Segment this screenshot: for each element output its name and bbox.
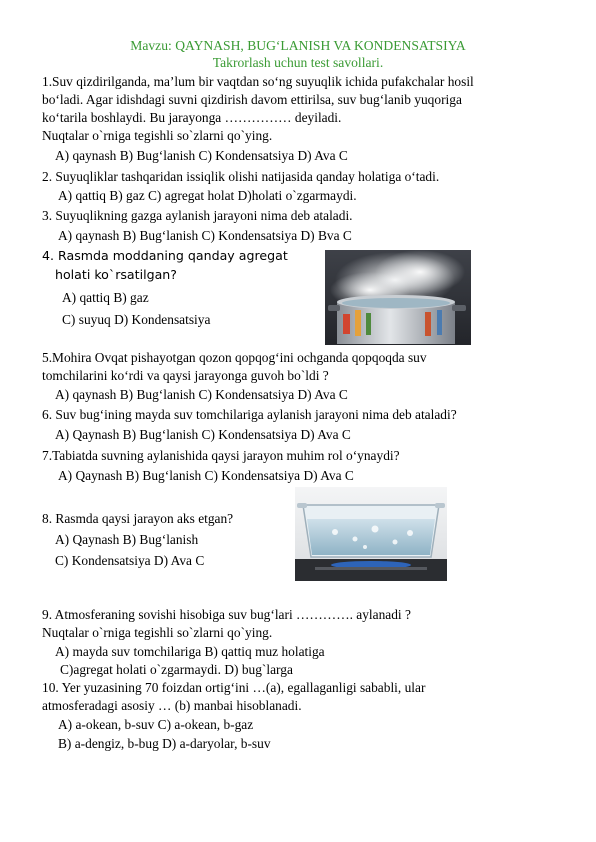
q8-text: 8. Rasmda qaysi jarayon aks etgan? xyxy=(42,511,234,526)
q7-options: A) Qaynash B) Bug‘lanish C) Kondensatsiya D) Ava C xyxy=(58,468,354,483)
page-title: Mavzu: QAYNASH, BUG‘LANISH VA KONDENSATSIYA xyxy=(130,38,466,53)
q9-text: 9. Atmosferaning sovishi hisobiga suv bug‘lari …………. aylanadi ? xyxy=(42,607,411,622)
q1-text-2: bo‘ladi. Agar idishdagi suvni qizdirish davom ettirilsa, suv bug‘lanib yuqoriga xyxy=(42,92,462,107)
q4-text-2: holati ko`rsatilgan? xyxy=(55,267,177,282)
q9-options-1: A) mayda suv tomchilariga B) qattiq muz holatiga xyxy=(55,644,325,659)
q10-text-2: atmosferadagi asosiy … (b) manbai hisoblanadi. xyxy=(42,698,302,713)
q3-text: 3. Suyuqlikning gazga aylanish jarayoni nima deb ataladi. xyxy=(42,208,353,223)
q9-options-2: C)agregat holati o`zgarmaydi. D) bug`larga xyxy=(60,662,293,677)
boiling-pot-image xyxy=(325,250,471,345)
q1-text-1: 1.Suv qizdirilganda, ma’lum bir vaqtdan so‘ng suyuqlik ichida pufakchalar hosil xyxy=(42,74,474,89)
q3-options: A) qaynash B) Bug‘lanish C) Kondensatsiya D) Bva C xyxy=(58,228,352,243)
q5-text-2: tomchilarini ko‘rdi va qaysi jarayonga guvoh bo`ldi ? xyxy=(42,368,329,383)
q5-text-1: 5.Mohira Ovqat pishayotgan qozon qopqog‘ini ochganda qopqoqda suv xyxy=(42,350,427,365)
q4-text-1: 4. Rasmda moddaning qanday agregat xyxy=(42,248,288,263)
page-subtitle: Takrorlash uchun test savollari. xyxy=(212,55,384,70)
q10-options-1: A) a-okean, b-suv C) a-okean, b-gaz xyxy=(58,717,254,732)
q10-options-2: B) a-dengiz, b-bug D) a-daryolar, b-suv xyxy=(58,736,271,751)
q9-instruction: Nuqtalar o`rniga tegishli so`zlarni qo`ying. xyxy=(42,625,273,640)
glass-pot-image xyxy=(295,487,447,581)
q4-options-2: C) suyuq D) Kondensatsiya xyxy=(62,312,211,327)
q6-text: 6. Suv bug‘ining mayda suv tomchilariga aylanish jarayoni nima deb ataladi? xyxy=(42,407,457,422)
q5-options: A) qaynash B) Bug‘lanish C) Kondensatsiya D) Ava C xyxy=(55,387,348,402)
q2-options: A) qattiq B) gaz C) agregat holat D)holati o`zgarmaydi. xyxy=(58,188,357,203)
q6-options: A) Qaynash B) Bug‘lanish C) Kondensatsiya D) Ava C xyxy=(55,427,351,442)
q7-text: 7.Tabiatda suvning aylanishida qaysi jarayon muhim rol o‘ynaydi? xyxy=(42,448,400,463)
q8-options-2: C) Kondensatsiya D) Ava C xyxy=(55,553,205,568)
q1-text-3: ko‘tarila boshlaydi. Bu jarayonga …………… deyiladi. xyxy=(42,110,342,125)
q8-options-1: A) Qaynash B) Bug‘lanish xyxy=(55,532,199,547)
q4-options-1: A) qattiq B) gaz xyxy=(62,290,149,305)
q2-text: 2. Suyuqliklar tashqaridan issiqlik olishi natijasida qanday holatiga o‘tadi. xyxy=(42,169,440,184)
q1-instruction: Nuqtalar o`rniga tegishli so`zlarni qo`ying. xyxy=(42,128,273,143)
q1-options: A) qaynash B) Bug‘lanish C) Kondensatsiya D) Ava C xyxy=(55,148,348,163)
q10-text-1: 10. Yer yuzasining 70 foizdan ortig‘ini …(a), egallaganligi sababli, ular xyxy=(42,680,426,695)
